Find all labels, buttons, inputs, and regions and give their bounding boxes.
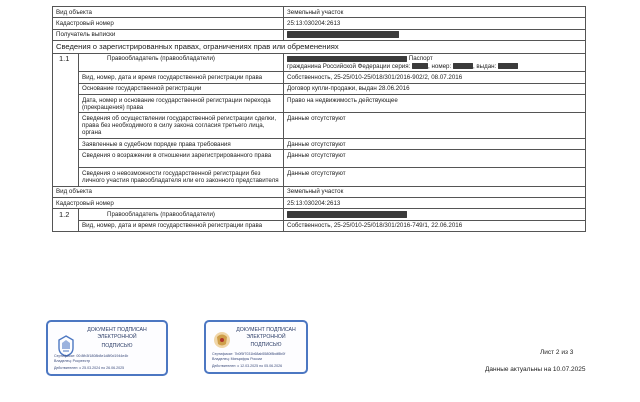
redaction-block bbox=[412, 63, 428, 70]
sheet-number: Лист 2 из 3 bbox=[540, 349, 574, 356]
holder-issued-label: , выдан: bbox=[472, 62, 497, 70]
row-label: Получатель выписки bbox=[53, 29, 284, 40]
redaction-block bbox=[453, 63, 473, 70]
extract-table bbox=[52, 6, 586, 232]
stamp-certificate: Сертификат: 00:8fb3f1808b8e1d8f0d1944e4b bbox=[54, 354, 129, 358]
table-row bbox=[53, 94, 586, 112]
stamp-title-1: ДОКУМЕНТ ПОДПИСАН bbox=[87, 327, 147, 333]
signature-stamp bbox=[46, 320, 168, 376]
recipient-value bbox=[284, 29, 586, 40]
row-label: Вид, номер, дата и время государственной регистрации права bbox=[79, 72, 284, 83]
table-row bbox=[53, 7, 586, 18]
table-row bbox=[53, 72, 586, 83]
redaction-block bbox=[498, 63, 518, 70]
stamp-title-3: ПОДПИСЬЮ bbox=[250, 342, 282, 348]
stamp-validity: Действителен: с 25.03.2024 по 26.06.2025 bbox=[54, 366, 125, 370]
table-row bbox=[53, 113, 586, 139]
row-label: Кадастровый номер bbox=[53, 18, 284, 29]
table-row bbox=[53, 186, 586, 197]
holder-doc-type: Паспорт bbox=[408, 55, 433, 63]
holder-passport-label: гражданина Российской Федерации серия: bbox=[287, 62, 411, 70]
row-label: Основание государственной регистрации bbox=[79, 83, 284, 94]
row-value: Собственность, 25-25/010-25/018/301/2016-902/2, 08.07.2016 bbox=[284, 72, 586, 83]
table-row bbox=[53, 198, 586, 209]
stamp-title-2: ЭЛЕКТРОННОЙ bbox=[97, 334, 137, 340]
holder-value bbox=[284, 209, 586, 220]
holder-value bbox=[284, 53, 586, 71]
table-row bbox=[53, 83, 586, 94]
table-row bbox=[53, 18, 586, 29]
row-value: Земельный участок bbox=[284, 186, 586, 197]
table-row bbox=[53, 138, 586, 149]
redaction-block bbox=[287, 31, 399, 38]
row-label: Правообладатель (правообладатели) bbox=[79, 53, 284, 71]
row-value: Собственность, 25-25/010-25/018/301/2016-749/1, 22.06.2016 bbox=[284, 220, 586, 231]
table-row bbox=[53, 168, 586, 186]
row-value: Данные отсутствуют bbox=[284, 113, 586, 139]
row-label: Вид объекта bbox=[53, 186, 284, 197]
row-value: Данные отсутствуют bbox=[284, 168, 586, 186]
table-row bbox=[53, 209, 586, 220]
redaction-block bbox=[287, 211, 407, 218]
stamp-validity: Действителен: с 12.03.2025 по 05.06.2026 bbox=[212, 364, 283, 368]
row-label: Правообладатель (правообладатели) bbox=[79, 209, 284, 220]
holder-number-label: , номер: bbox=[428, 62, 452, 70]
table-row bbox=[53, 150, 586, 168]
signature-stamp bbox=[204, 320, 308, 374]
data-actual-date: Данные актуальны на 10.07.2025 bbox=[485, 366, 586, 373]
row-value: Договор купли-продажи, выдан 28.06.2016 bbox=[284, 83, 586, 94]
row-value: Данные отсутствуют bbox=[284, 150, 586, 168]
stamp-title-3: ПОДПИСЬЮ bbox=[101, 343, 133, 349]
table-row bbox=[53, 29, 586, 40]
row-value: Земельный участок bbox=[284, 7, 586, 18]
stamp-owner: Владелец: Минцифры России bbox=[212, 357, 263, 361]
stamp-title-1: ДОКУМЕНТ ПОДПИСАН bbox=[236, 327, 296, 333]
block-number: 1.1 bbox=[53, 53, 79, 186]
row-label: Сведения о возражении в отношении зарегистрированного права bbox=[79, 150, 284, 168]
row-value: 25:13:030204:2613 bbox=[284, 198, 586, 209]
row-label: Кадастровый номер bbox=[53, 198, 284, 209]
stamp-title-2: ЭЛЕКТРОННОЙ bbox=[246, 334, 286, 340]
table-row bbox=[53, 220, 586, 231]
stamp-certificate: Сертификат: 7b0f5f7031b68ab5580f8bdf8b0f bbox=[212, 352, 286, 356]
row-value: Данные отсутствуют bbox=[284, 138, 586, 149]
row-label: Сведения об осуществлении государственной регистрации сделки, права без необходимого в силу закона согласия третьего лица, органа bbox=[79, 113, 284, 139]
block-number: 1.2 bbox=[53, 209, 79, 232]
section-header-row bbox=[53, 40, 586, 53]
stamp-owner: Владелец: Росреестр bbox=[54, 359, 91, 363]
row-label: Заявленные в судебном порядке права требования bbox=[79, 138, 284, 149]
row-label: Дата, номер и основание государственной регистрации перехода (прекращения) права bbox=[79, 94, 284, 112]
redaction-block bbox=[287, 56, 407, 63]
row-label: Сведения о невозможности государственной регистрации без личного участия правообладателя или его законного представителя bbox=[79, 168, 284, 186]
section-title: Сведения о зарегистрированных правах, ограничениях прав или обременениях bbox=[53, 40, 586, 53]
row-value: 25:13:030204:2613 bbox=[284, 18, 586, 29]
row-label: Вид объекта bbox=[53, 7, 284, 18]
row-label: Вид, номер, дата и время государственной регистрации права bbox=[79, 220, 284, 231]
table-row bbox=[53, 53, 586, 71]
row-value: Право на недвижимость действующее bbox=[284, 94, 586, 112]
